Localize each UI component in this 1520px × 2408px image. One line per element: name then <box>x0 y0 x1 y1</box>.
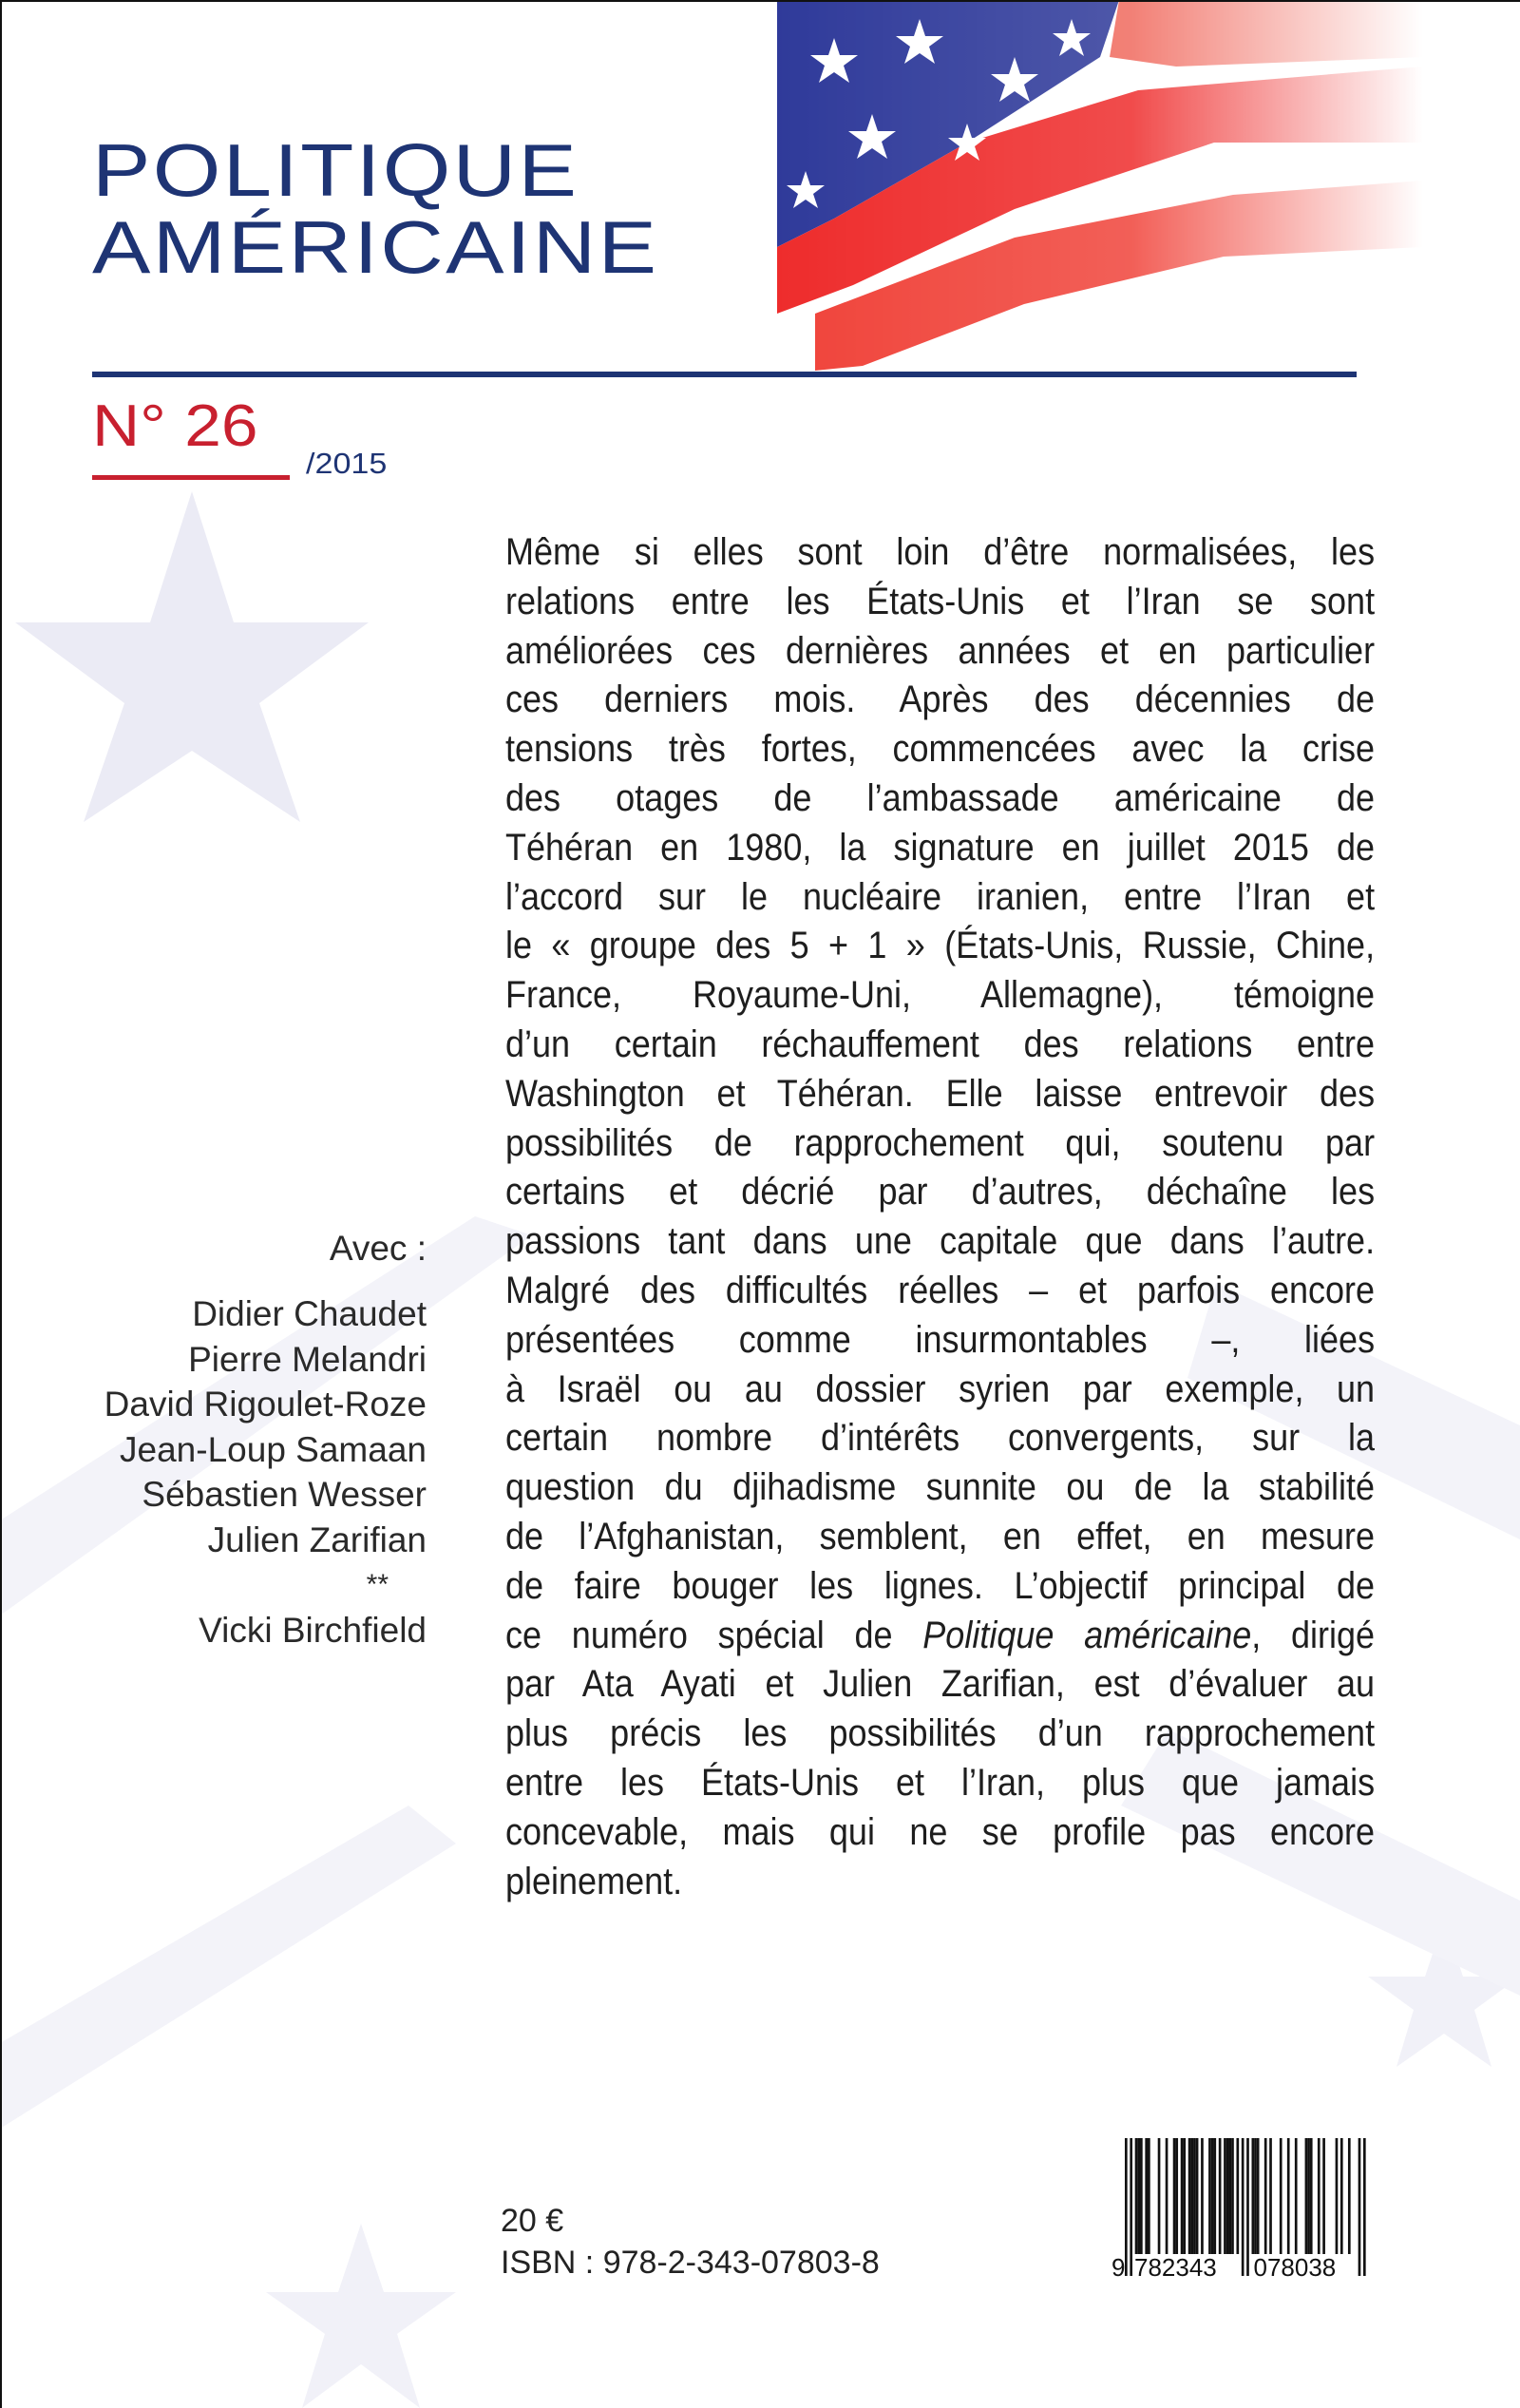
barcode-bar <box>1201 2138 1204 2254</box>
barcode <box>1112 2131 1373 2281</box>
barcode-bar <box>1175 2138 1178 2254</box>
summary-line: l’accord sur le nucléaire iranien, entre l’Iran et <box>505 875 1376 918</box>
summary-line: plus précis les possibilités d’un rapprochement <box>505 1712 1376 1755</box>
summary-line: ce numéro spécial de Politique américaine, dirigé <box>505 1614 1376 1656</box>
barcode-bar <box>1322 2138 1325 2254</box>
barcode-bar <box>1166 2138 1168 2254</box>
barcode-bar <box>1280 2138 1282 2254</box>
barcode-bar <box>1252 2138 1255 2254</box>
issue-year: /2015 <box>306 447 388 480</box>
barcode-bar <box>1310 2138 1313 2254</box>
contributor-name: Sébastien Wesser <box>142 1475 427 1514</box>
summary-text <box>505 528 1376 1906</box>
barcode-bar <box>1188 2138 1191 2254</box>
summary-line: Même si elles sont loin d’être normalisées, les <box>505 531 1376 573</box>
isbn: ISBN : 978-2-343-07803-8 <box>501 2245 880 2281</box>
journal-title-line1: POLITIQUE <box>92 128 580 212</box>
barcode-bar <box>1196 2138 1199 2254</box>
barcode-bar <box>1208 2138 1211 2254</box>
summary-line: tensions très fortes, commencées avec la crise <box>505 728 1376 771</box>
divider-blue <box>92 372 1357 377</box>
barcode-bar <box>1264 2138 1267 2254</box>
american-flag-illustration <box>777 0 1423 371</box>
summary-line: d’un certain réchauffement des relations entre <box>505 1022 1376 1065</box>
summary-line: entre les États-Unis et l’Iran, plus que jamais <box>505 1761 1376 1804</box>
barcode-bar <box>1231 2138 1234 2254</box>
summary-line: Washington et Téhéran. Elle laisse entrevoir des <box>505 1072 1376 1115</box>
contributors-label: Avec : <box>329 1229 427 1268</box>
star-icon <box>15 491 369 822</box>
price: 20 € <box>501 2203 564 2239</box>
barcode-bar <box>1318 2138 1320 2254</box>
summary-line: relations entre les États-Unis et l’Iran se sont <box>505 580 1376 622</box>
barcode-bar <box>1358 2138 1361 2276</box>
barcode-bar <box>1148 2138 1150 2254</box>
summary-line: question du djihadisme sunnite ou de la stabilité <box>505 1466 1376 1509</box>
contributor-name: Jean-Loup Samaan <box>120 1429 427 1469</box>
barcode-bar <box>1363 2138 1366 2276</box>
journal-title-line2: AMÉRICAINE <box>92 205 659 289</box>
star-icon <box>266 2224 456 2408</box>
barcode-digits: 078038 <box>1253 2253 1337 2281</box>
barcode-bar <box>1219 2138 1222 2254</box>
summary-line: Téhéran en 1980, la signature en juillet 2015 de <box>505 826 1376 869</box>
summary-line: de l’Afghanistan, semblent, en effet, en mesure <box>505 1515 1376 1558</box>
summary-line: le « groupe des 5 + 1 » (États-Unis, Russie, Chine, <box>505 925 1376 967</box>
barcode-bar <box>1173 2138 1176 2254</box>
summary-line: certain nombre d’intérêts convergents, sur la <box>505 1417 1376 1460</box>
barcode-bar <box>1158 2138 1161 2254</box>
barcode-bar <box>1257 2138 1260 2254</box>
contributor-name: Vicki Birchfield <box>199 1610 427 1650</box>
contributors-list <box>104 1226 427 1653</box>
contributor-name: David Rigoulet-Roze <box>104 1385 427 1424</box>
summary-line: passions tant dans une capitale que dans l’autre. <box>505 1220 1376 1263</box>
barcode-bar <box>1236 2138 1239 2254</box>
barcode-bar <box>1137 2138 1140 2254</box>
summary-line: de faire bouger les lignes. L’objectif principal de <box>505 1564 1376 1607</box>
summary-line: France, Royaume-Uni, Allemagne), témoigne <box>505 974 1376 1017</box>
summary-line: possibilités de rapprochement qui, soutenu par <box>505 1121 1376 1164</box>
summary-line: à Israël ou au dossier syrien par exemple, un <box>505 1367 1376 1410</box>
barcode-bar <box>1254 2138 1257 2254</box>
barcode-digits: 782343 <box>1134 2253 1217 2281</box>
barcode-bar <box>1130 2138 1132 2276</box>
barcode-bar <box>1226 2138 1229 2254</box>
summary-line: des otages de l’ambassade américaine de <box>505 776 1376 819</box>
barcode-bar <box>1228 2138 1231 2254</box>
contributor-name: Julien Zarifian <box>207 1519 427 1559</box>
summary-line: Malgré des difficultés réelles – et parfois encore <box>505 1269 1376 1311</box>
summary-line: par Ata Ayati et Julien Zarifian, est d’évaluer au <box>505 1663 1376 1706</box>
separator-asterisks: ** <box>366 1569 389 1600</box>
barcode-bar <box>1135 2138 1138 2254</box>
summary-line: pleinement. <box>505 1860 683 1902</box>
contributor-name: Pierre Melandri <box>188 1339 427 1379</box>
summary-line: concevable, mais qui ne se profile pas encore <box>505 1810 1376 1853</box>
barcode-bar <box>1269 2138 1272 2254</box>
barcode-bar <box>1305 2138 1308 2254</box>
barcode-bar <box>1193 2138 1196 2254</box>
barcode-bar <box>1242 2138 1244 2276</box>
barcode-bar <box>1181 2138 1184 2254</box>
price-isbn-block <box>501 2200 880 2284</box>
issue-number: N° 26 <box>92 393 258 459</box>
summary-line: certains et décrié par d’autres, déchaîne les <box>505 1171 1376 1214</box>
barcode-bar <box>1183 2138 1186 2254</box>
barcode-bar <box>1340 2138 1343 2254</box>
summary-line: ces derniers mois. Après des décennies de <box>505 678 1376 721</box>
barcode-bar <box>1213 2138 1216 2254</box>
barcode-digits: 9 <box>1112 2253 1126 2281</box>
barcode-bar <box>1348 2138 1351 2254</box>
barcode-bar <box>1307 2138 1310 2254</box>
divider-red <box>92 475 290 480</box>
barcode-bar <box>1145 2138 1148 2254</box>
barcode-bar <box>1287 2138 1290 2254</box>
barcode-bar <box>1140 2138 1143 2254</box>
contributor-name: Didier Chaudet <box>192 1294 427 1333</box>
barcode-bar <box>1224 2138 1226 2254</box>
barcode-bar <box>1295 2138 1298 2254</box>
summary-line: améliorées ces dernières années et en particulier <box>505 629 1376 672</box>
barcode-bar <box>1190 2138 1193 2254</box>
barcode-bar <box>1336 2138 1339 2254</box>
journal-name-italic: Politique américaine <box>922 1614 1252 1656</box>
barcode-bar <box>1211 2138 1214 2254</box>
summary-line: présentées comme insurmontables –, liées <box>505 1318 1376 1361</box>
barcode-bar <box>1246 2138 1249 2276</box>
